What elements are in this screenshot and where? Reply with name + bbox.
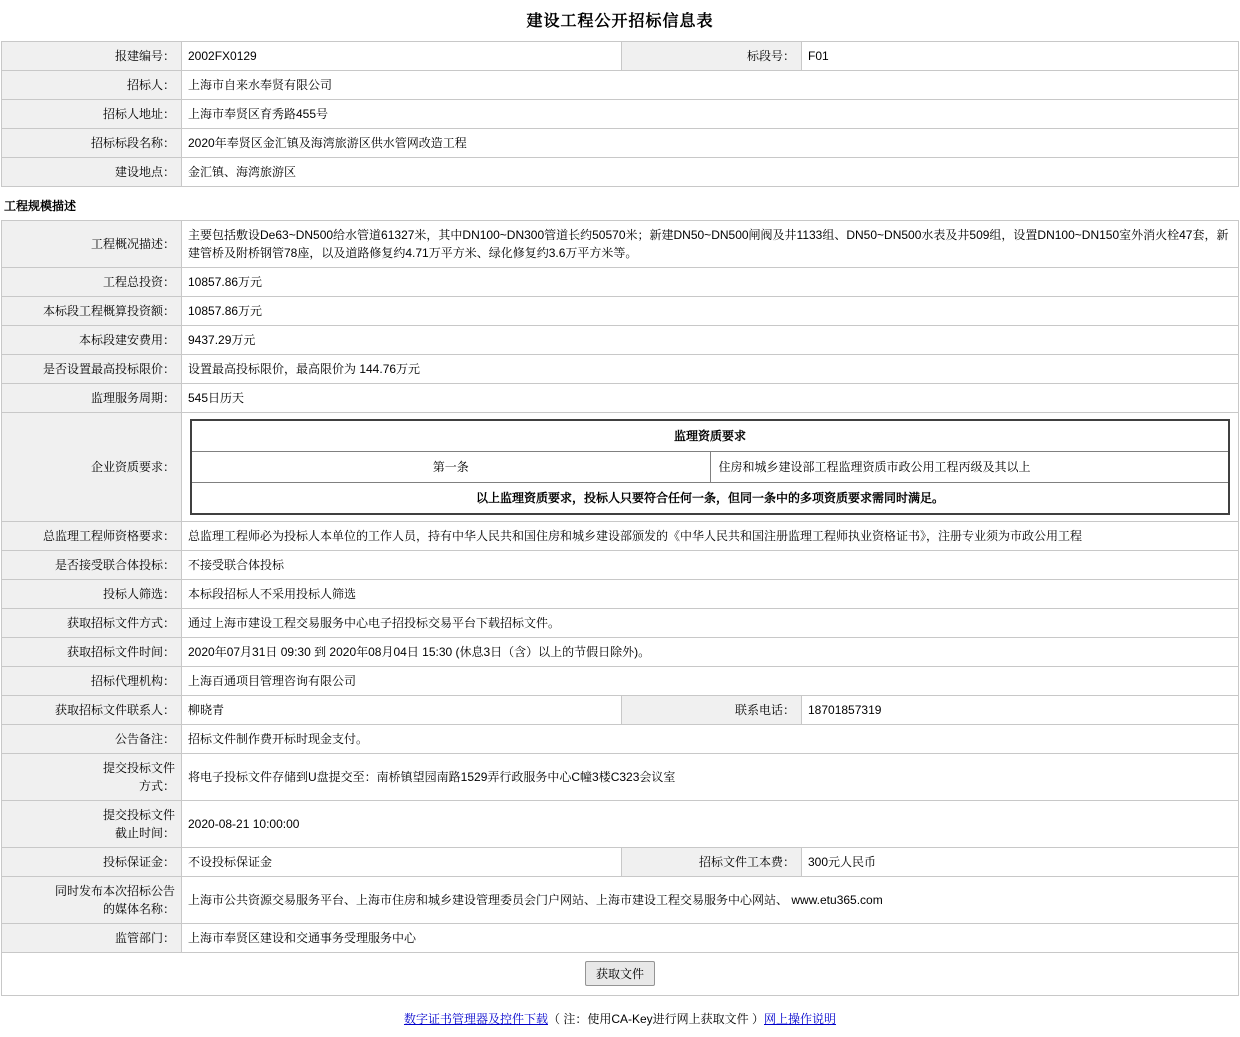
online-operation-guide-link[interactable]: 网上操作说明 [764,1012,837,1026]
row-label-line2: 的媒体名称： [102,902,175,916]
table-row [2,667,1239,696]
table-row [2,268,1239,297]
row-value: 545日历天 [182,384,1239,413]
row-value: 10857.86万元 [182,268,1239,297]
qualification-item-no: 第一条 [191,452,710,483]
row-value: F01 [802,42,1239,71]
row-label: 招标人地址： [2,100,182,129]
row-label: 工程概况描述： [2,221,182,268]
get-file-button[interactable]: 获取文件 [585,961,655,986]
row-value: 将电子投标文件存储到U盘提交至：南桥镇望园南路1529弄行政服务中心C幢3楼C323会议室 [182,754,1239,801]
qualification-note: 以上监理资质要求，投标人只要符合任何一条，但同一条中的多项资质要求需同时满足。 [191,483,1229,515]
table-row [2,384,1239,413]
qualification-note-row [191,483,1229,515]
row-value: 上海市公共资源交易服务平台、上海市住房和城乡建设管理委员会门户网站、上海市建设工程交易服务中心网站、 www.etu365.com [182,877,1239,924]
qualification-head-row [191,420,1229,452]
row-value: 本标段招标人不采用投标人筛选 [182,580,1239,609]
row-label: 本标段建安费用： [2,326,182,355]
row-value: 18701857319 [802,696,1239,725]
row-label: 公告备注： [2,725,182,754]
table-row [2,924,1239,953]
row-label: 联系电话： [622,696,802,725]
table-row [2,100,1239,129]
row-label: 是否设置最高投标限价： [2,355,182,384]
qualification-head: 监理资质要求 [191,420,1229,452]
table-row [2,221,1239,268]
row-label: 获取招标文件时间： [2,638,182,667]
row-value: 上海百通项目管理咨询有限公司 [182,667,1239,696]
row-value: 2002FX0129 [182,42,622,71]
row-label: 是否接受联合体投标： [2,551,182,580]
row-label: 建设地点： [2,158,182,187]
certificate-manager-download-link[interactable]: 数字证书管理器及控件下载 [403,1012,548,1026]
table-row [2,129,1239,158]
table-row [2,609,1239,638]
row-label-line1: 同时发布本次招标公告 [54,884,175,898]
row-label: 监理服务周期： [2,384,182,413]
table-row [2,355,1239,384]
table-row-bond [2,848,1239,877]
detail-table [1,220,1239,953]
row-label: 获取招标文件方式： [2,609,182,638]
qualification-cell [182,413,1239,522]
row-label: 招标标段名称： [2,129,182,158]
row-label: 招标代理机构： [2,667,182,696]
row-label: 监管部门： [2,924,182,953]
row-value: 2020年奉贤区金汇镇及海湾旅游区供水管网改造工程 [182,129,1239,158]
table-row [2,551,1239,580]
row-label-line1: 提交投标文件 [102,808,175,822]
row-label: 招标人： [2,71,182,100]
row-label: 投标人筛选： [2,580,182,609]
table-row [2,326,1239,355]
qualification-table [190,419,1230,515]
row-label: 标段号： [622,42,802,71]
table-row [2,801,1239,848]
table-row [2,580,1239,609]
row-label-line1: 提交投标文件 [102,761,175,775]
header-table [1,41,1239,187]
table-row [2,71,1239,100]
row-label: 企业资质要求： [2,413,182,522]
table-row [2,297,1239,326]
row-label: 总监理工程师资格要求： [2,522,182,551]
row-value: 不设投标保证金 [182,848,622,877]
table-row [2,877,1239,924]
row-value: 不接受联合体投标 [182,551,1239,580]
row-value: 上海市自来水奉贤有限公司 [182,71,1239,100]
table-row [2,158,1239,187]
row-value: 通过上海市建设工程交易服务中心电子招投标交易平台下载招标文件。 [182,609,1239,638]
row-value: 2020-08-21 10:00:00 [182,801,1239,848]
row-value: 柳晓青 [182,696,622,725]
table-row-contact [2,696,1239,725]
row-value: 上海市奉贤区建设和交通事务受理服务中心 [182,924,1239,953]
row-value: 设置最高投标限价，最高限价为 144.76万元 [182,355,1239,384]
row-label: 报建编号： [2,42,182,71]
qualification-item-text: 住房和城乡建设部工程监理资质市政公用工程丙级及其以上 [710,452,1229,483]
row-value: 上海市奉贤区育秀路455号 [182,100,1239,129]
table-row [2,522,1239,551]
row-label: 招标文件工本费： [622,848,802,877]
table-row [2,42,1239,71]
row-value: 金汇镇、海湾旅游区 [182,158,1239,187]
row-value: 2020年07月31日 09:30 到 2020年08月04日 15:30 (休息3日（含）以上的节假日除外)。 [182,638,1239,667]
row-label: 本标段工程概算投资额： [2,297,182,326]
table-row [2,638,1239,667]
footer-links [0,996,1240,1037]
row-label [2,754,182,801]
section-title-scale: 工程规模描述 [4,199,77,213]
row-value: 300元人民币 [802,848,1239,877]
row-value: 9437.29万元 [182,326,1239,355]
table-row [2,725,1239,754]
footer-note: （ 注：使用CA-Key进行网上获取文件 ） [547,1012,764,1026]
page-title: 建设工程公开招标信息表 [526,13,714,30]
row-value: 总监理工程师必为投标人本单位的工作人员，持有中华人民共和国住房和城乡建设部颁发的《中华人民共和国注册监理工程师执业资格证书》，注册专业须为市政公用工程 [182,522,1239,551]
table-row-qualification [2,413,1239,522]
row-label: 投标保证金： [2,848,182,877]
table-row [2,754,1239,801]
row-label-line2: 截止时间： [114,826,175,840]
row-value: 主要包括敷设De63~DN500给水管道61327米，其中DN100~DN300管道长约50570米；新建DN50~DN500闸阀及井1133组、DN50~DN500水表及井509组，设置DN100~DN150室外消火栓47套，新建管桥及附桥钢管78座，以及道路修复约4.71万平方米、绿化修复约3.6万平方米等。 [182,221,1239,268]
row-value: 招标文件制作费开标时现金支付。 [182,725,1239,754]
qualification-row [191,452,1229,483]
row-value: 10857.86万元 [182,297,1239,326]
row-label: 工程总投资： [2,268,182,297]
row-label [2,801,182,848]
row-label-line2: 方式： [138,779,175,793]
row-label: 获取招标文件联系人： [2,696,182,725]
row-label [2,877,182,924]
